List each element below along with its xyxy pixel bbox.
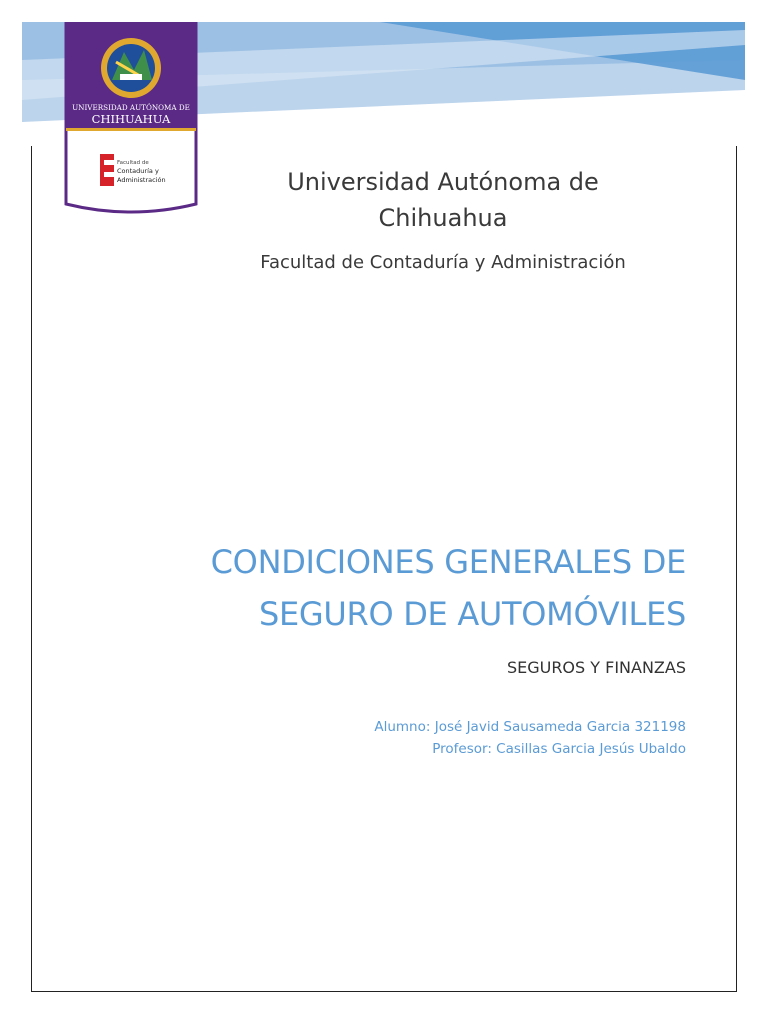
logo-university-line1: UNIVERSIDAD AUTÓNOMA DE	[72, 103, 190, 112]
student-credit: Alumno: José Javid Sausameda Garcia 321198	[374, 719, 686, 735]
document-title-line1: CONDICIONES GENERALES DE	[210, 543, 686, 581]
university-crest-logo	[64, 22, 198, 214]
credits-block	[206, 716, 686, 760]
university-name	[240, 164, 646, 236]
university-name-line2: Chihuahua	[378, 204, 508, 232]
document-title-line2: SEGURO DE AUTOMÓVILES	[258, 595, 686, 633]
document-title	[86, 536, 686, 640]
subject-name: SEGUROS Y FINANZAS	[506, 658, 686, 677]
logo-faculty-line3: Administración	[117, 176, 166, 184]
university-name-line1: Universidad Autónoma de	[287, 168, 599, 196]
logo-university-line2: CHIHUAHUA	[91, 112, 171, 126]
logo-faculty-line1: Facultad de	[117, 160, 149, 166]
logo-faculty-line2: Contaduría y	[117, 167, 159, 175]
faculty-name: Facultad de Contaduría y Administración	[260, 252, 626, 273]
professor-credit: Profesor: Casillas Garcia Jesús Ubaldo	[432, 741, 686, 757]
